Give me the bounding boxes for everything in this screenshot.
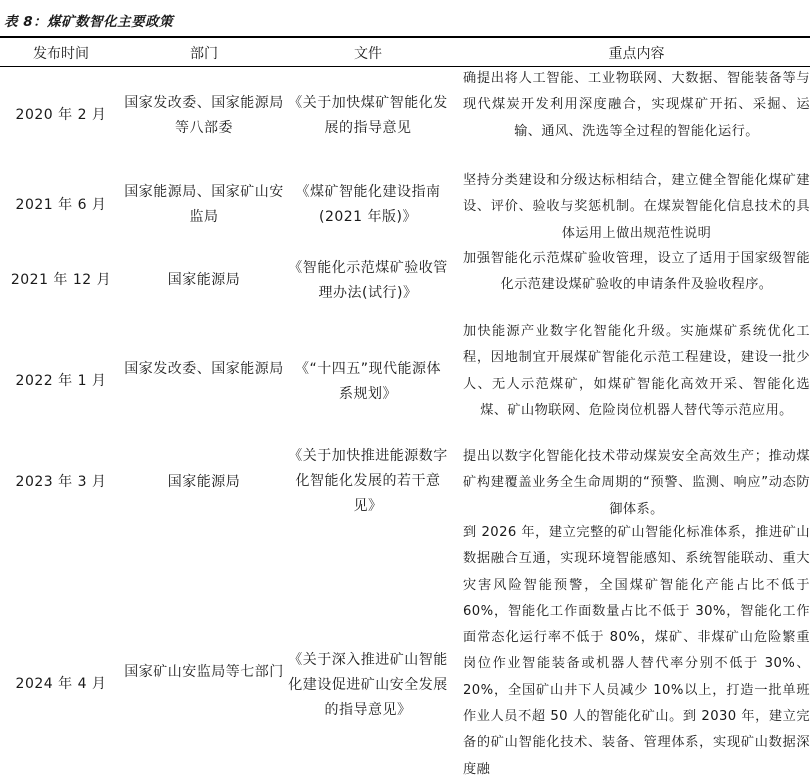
row-doc: 《智能化示范煤矿验收管理办法(试行)》 [288, 260, 448, 301]
row-time: 2024 年 4 月 [15, 676, 107, 692]
header-doc: 文件 [354, 46, 382, 62]
row-time: 2022 年 1 月 [15, 373, 107, 389]
header-dept: 部门 [190, 46, 218, 62]
row-dept: 国家发改委、国家能源局 [124, 361, 284, 377]
row-content: 坚持分类建设和分级达标相结合，建立健全智能化煤矿建设、评价、验收与奖惩机制。在煤炭智能化信息技术的具体运用上做出规范性说明 [463, 173, 810, 241]
table-header-row [0, 38, 810, 66]
row-time: 2021 年 6 月 [15, 197, 107, 213]
row-dept: 国家矿山安监局等七部门 [124, 664, 284, 680]
table-row [0, 520, 810, 777]
row-content: 加快能源产业数字化智能化升级。实施煤矿系统优化工程，因地制宜开展煤矿智能化示范工程建设，建设一批少人、无人示范煤矿，如煤矿智能化高效开采、智能化选煤、矿山物联网、危险岗位机器人替代等示范应用。 [463, 324, 810, 418]
table-caption: 表 8：煤矿数智化主要政策 [4, 14, 174, 30]
row-doc: 《关于加快煤矿智能化发展的指导意见 [288, 95, 448, 136]
table-row [0, 444, 810, 520]
row-dept: 国家能源局 [167, 272, 241, 288]
row-dept: 国家能源局、国家矿山安监局 [124, 184, 284, 225]
row-content: 提出以数字化智能化技术带动煤炭安全高效生产；推动煤矿构建覆盖业务全生命周期的“预警、监测、响应”动态防御体系。 [463, 449, 810, 517]
table-row [0, 319, 810, 447]
row-dept: 国家发改委、国家能源局等八部委 [124, 95, 284, 136]
row-doc: 《煤矿智能化建设指南(2021 年版)》 [295, 184, 441, 225]
header-time: 发布时间 [33, 46, 89, 62]
row-time: 2021 年 12 月 [10, 272, 112, 288]
table-row [0, 66, 810, 166]
row-content: 加强智能化示范煤矿验收管理，设立了适用于国家级智能化示范建设煤矿验收的申请条件及验收程序。 [463, 251, 810, 293]
row-time: 2023 年 3 月 [15, 474, 107, 490]
row-dept: 国家能源局 [167, 474, 241, 490]
row-doc: 《关于加快推进能源数字化智能化发展的若干意见》 [288, 448, 448, 514]
table-row [0, 246, 810, 322]
row-doc: 《关于深入推进矿山智能化建设促进矿山安全发展的指导意见》 [288, 652, 448, 718]
header-content: 重点内容 [608, 46, 665, 62]
table-row [0, 168, 810, 248]
row-content: 确提出将人工智能、工业物联网、大数据、智能装备等与现代煤炭开发利用深度融合，实现煤矿开拓、采掘、运输、通风、洗选等全过程的智能化运行。 [463, 71, 810, 139]
row-doc: 《“十四五”现代能源体系规划》 [294, 361, 441, 402]
row-time: 2020 年 2 月 [15, 107, 107, 123]
row-content: 到 2026 年，建立完整的矿山智能化标准体系，推进矿山数据融合互通，实现环境智能感知、系统智能联动、重大灾害风险智能预警，全国煤矿智能化产能占比不低于 60%，智能化工作面数量占比不低于 30%，智能化工作面常态化运行率不低于 80%，煤矿、非煤矿山危险繁重岗位作业智能装备或机器人替代率分别不低于 30%、20%，全国矿山井下人员减少 10%以上，打造一批单班作业人员不超 50 人的智能化矿山。到 2030 年，建立完备的矿山智能化技术、装备、管理体系，实现矿山数据深度融 [463, 525, 810, 777]
